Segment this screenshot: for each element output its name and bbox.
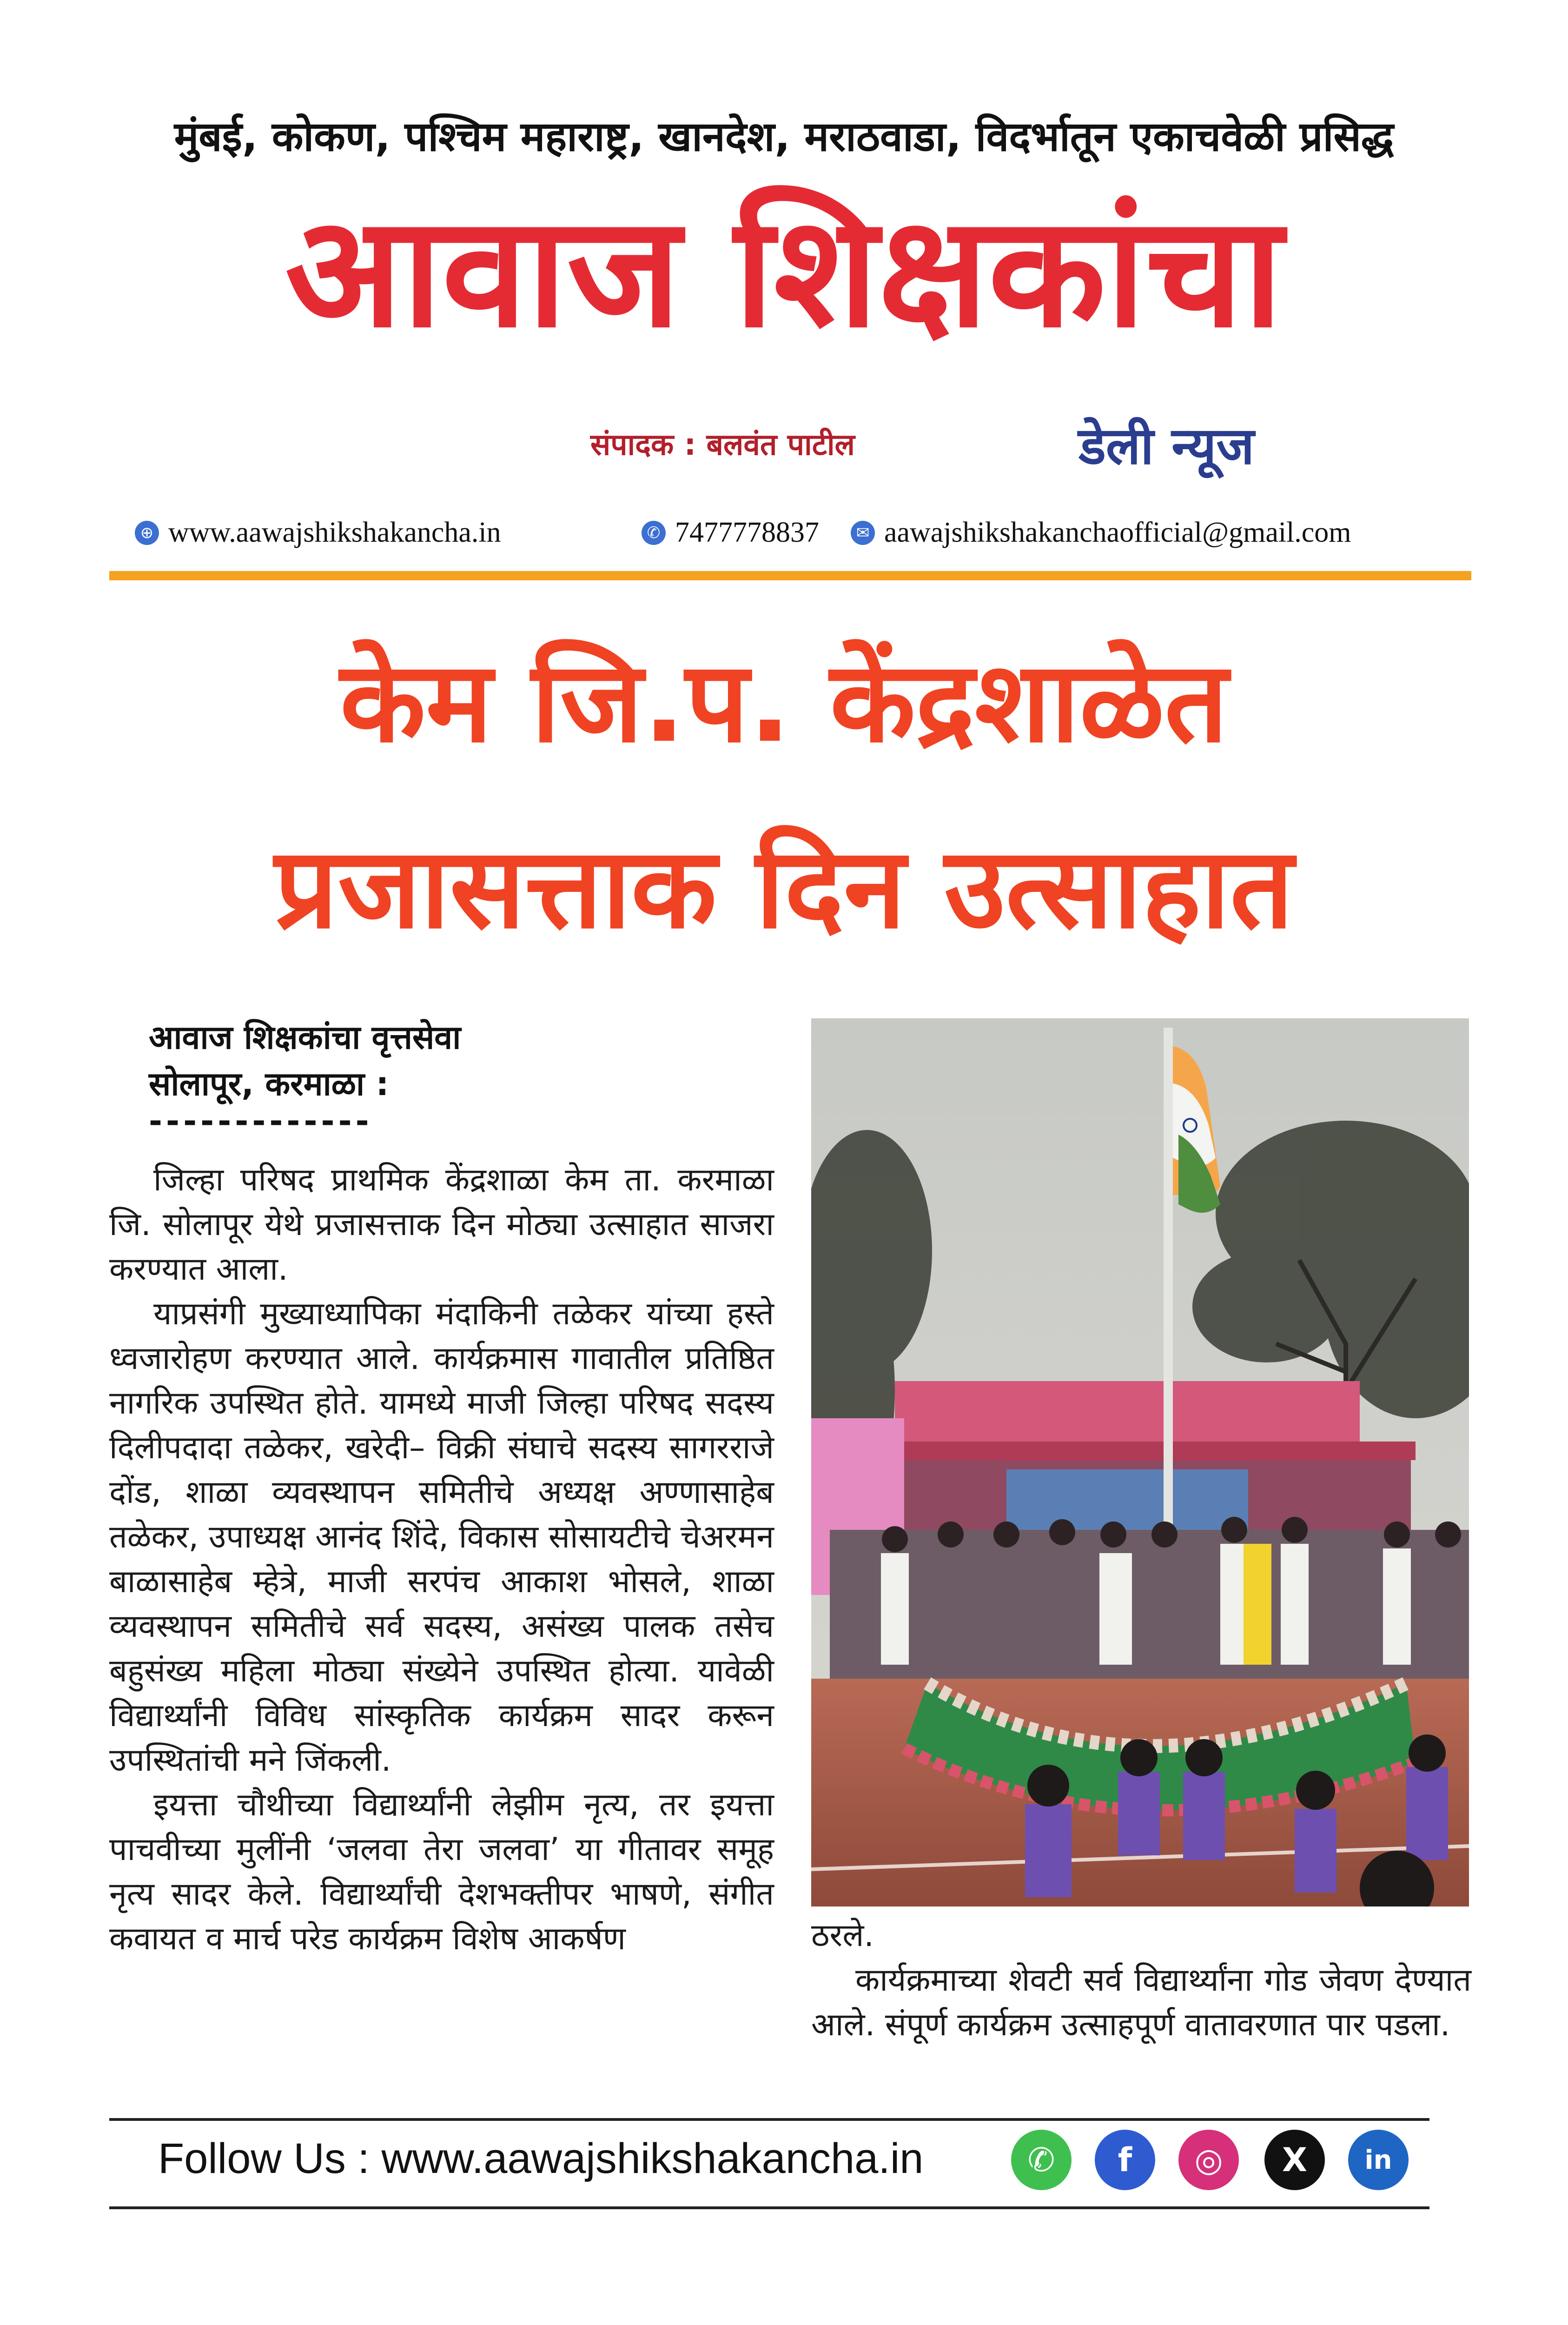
email-text: aawajshikshakanchaofficial@gmail.com <box>884 517 1351 548</box>
globe-icon: ⊕ <box>135 521 159 545</box>
follow-us-link[interactable]: Follow Us : www.aawajshikshakancha.in <box>158 2135 924 2182</box>
article-body-right <box>811 1913 1471 2047</box>
paragraph-2: याप्रसंगी मुख्याध्यापिका मंदाकिनी तळेकर यांच्या हस्ते ध्वजारोहण करण्यात आले. कार्यक्रमास गावातील प्रतिष्ठित नागरिक उपस्थित होते. यामध्ये माजी जिल्हा परिषद सदस्य दिलीपदादा तळेकर, खरेदी– विक्री संघाचे सदस्य सागरराजे दोंड, शाळा व्यवस्थापन समितीचे अध्यक्ष अण्णासाहेब तळेकर, उपाध्यक्ष आनंद शिंदे, विकास सोसायटीचे चेअरमन बाळासाहेब म्हेत्रे, माजी सरपंच आकाश भोसले, शाळा व्यवस्थापन समितीचे सर्व सदस्य, असंख्य पालक तसेच बहुसंख्य महिला मोठ्या संख्येने उपस्थित होत्या. यावेळी विद्यार्थ्यांनी विविध सांस्कृतिक कार्यक्रम सादर करून उपस्थितांची मने जिंकली. <box>109 1295 774 1779</box>
news-source: आवाज शिक्षकांचा वृत्तसेवा <box>149 1018 461 1056</box>
byline-separator: ------------- <box>149 1102 373 1140</box>
editor-credit: संपादक : बलवंत पाटील <box>590 428 855 462</box>
footer-bottom-divider <box>109 2206 1429 2209</box>
facebook-icon[interactable]: f <box>1095 2130 1155 2190</box>
footer-top-divider <box>109 2118 1429 2121</box>
phone-icon: ✆ <box>642 521 666 545</box>
phone-text: 7477778837 <box>675 517 819 548</box>
email-icon: ✉ <box>851 521 875 545</box>
paragraph-3: इयत्ता चौथीच्या विद्यार्थ्यांनी लेझीम नृत्य, तर इयत्ता पाचवीच्या मुलींनी ‘जलवा तेरा जलवा’ या गीतावर समूह नृत्य सादर केले. विद्यार्थ्यांची देशभक्तीपर भाषणे, संगीत कवायत व मार्च परेड कार्यक्रम विशेष आकर्षण <box>109 1787 774 1957</box>
headline-line-2: प्रजासत्ताक दिन उत्साहात <box>274 823 1294 953</box>
contact-phone[interactable] <box>642 516 819 549</box>
header-divider <box>109 571 1471 580</box>
contact-website[interactable] <box>135 516 501 549</box>
paragraph-4: कार्यक्रमाच्या शेवटी सर्व विद्यार्थ्यांना गोड जेवण देण्यात आले. संपूर्ण कार्यक्रम उत्साहपूर्ण वातावरणात पार पडला. <box>811 1962 1471 2043</box>
whatsapp-icon[interactable]: ✆ <box>1011 2130 1072 2190</box>
linkedin-icon[interactable]: in <box>1348 2130 1409 2190</box>
paragraph-3-continued: ठरले. <box>811 1917 874 1954</box>
contact-email[interactable] <box>851 516 1351 549</box>
paragraph-1: जिल्हा परिषद प्राथमिक केंद्रशाळा केम ता. करमाळा जि. सोलापूर येथे प्रजासत्ताक दिन मोठ्या उत्साहात साजरा करण्यात आला. <box>109 1162 774 1288</box>
x-icon[interactable]: X <box>1264 2130 1325 2190</box>
article-photo <box>811 1018 1469 1906</box>
website-text: www.aawajshikshakancha.in <box>168 517 501 548</box>
headline-line-1: केम जि.प. केंद्रशाळेत <box>340 637 1228 767</box>
instagram-icon[interactable]: ◎ <box>1178 2130 1239 2190</box>
newspaper-title: आवाज शिक्षकांचा <box>285 183 1283 361</box>
flag-hoisting-photo <box>811 1018 1469 1906</box>
dateline: सोलापूर, करमाळा : <box>149 1065 389 1103</box>
edition-label: डेली न्यूज <box>1078 416 1255 476</box>
masthead-tagline: मुंबई, कोकण, पश्चिम महाराष्ट्र, खानदेश, मराठवाडा, विदर्भातून एकाचवेळी प्रसिद्ध <box>174 113 1394 160</box>
article-body-left <box>109 1158 774 1961</box>
crowd <box>830 1517 1469 1679</box>
